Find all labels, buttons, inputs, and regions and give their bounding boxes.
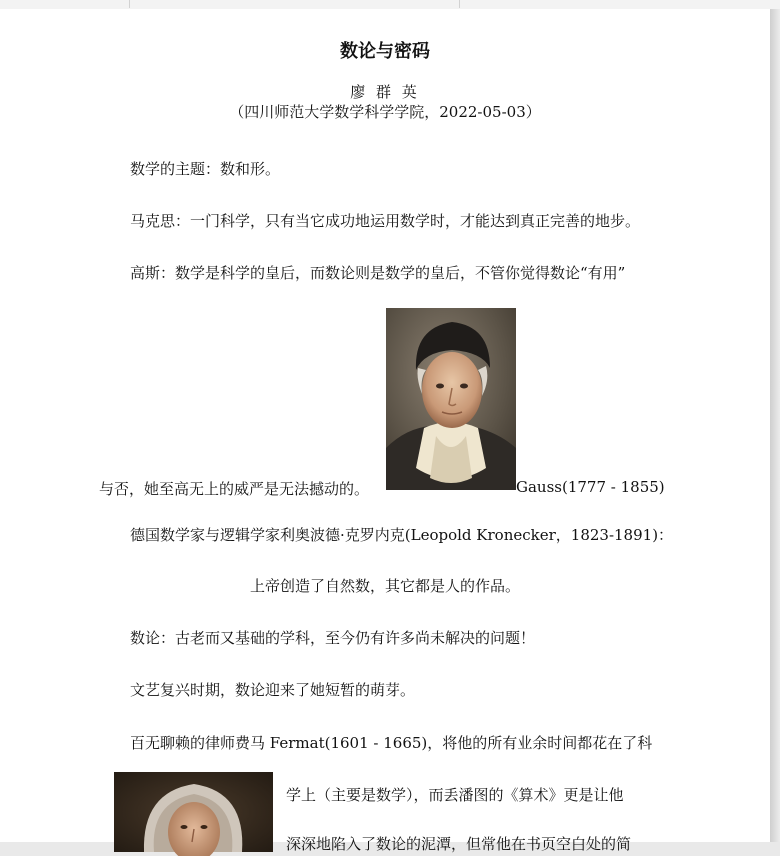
divider [459,0,460,8]
paragraph: 数学的主题：数和形。 [130,160,281,178]
quote: 上帝创造了自然数，其它都是人的作品。 [249,577,520,595]
paragraph: 百无聊赖的律师费马 Fermat(1601 - 1665)，将他的所有业余时间都花在了科 [130,734,653,752]
paragraph: 深深地陷入了数论的泥潭，但常他在书页空白处的简 [286,835,632,853]
paragraph: 德国数学家与逻辑学家利奥波德·克罗内克(Leopold Kronecker，1823-1891)： [130,526,674,544]
document-page [0,9,770,853]
paragraph: 学上（主要是数学），而丢潘图的《算术》更是让他 [286,786,624,804]
fermat-portrait [114,772,273,852]
page-edge-shadow [770,9,780,842]
image-caption: Gauss(1777 - 1855) [516,478,665,496]
paragraph: 马克思：一门科学，只有当它成功地运用数学时，才能达到真正完善的地步。 [130,212,641,230]
gauss-portrait [386,308,516,490]
paragraph: 文艺复兴时期，数论迎来了她短暂的萌芽。 [130,681,416,699]
document-title: 数论与密码 [340,41,430,62]
divider [129,0,130,8]
author-affiliation: （四川师范大学数学科学学院，2022-05-03） [229,103,541,121]
paragraph: 数论：古老而又基础的学科，至今仍有许多尚未解决的问题！ [130,629,536,647]
author-name: 廖 群 英 [350,83,420,101]
paragraph: 高斯：数学是科学的皇后，而数论则是数学的皇后，不管你觉得数论“有用” [130,264,626,282]
paragraph: 与否，她至高无上的威严是无法撼动的。 [99,480,370,498]
